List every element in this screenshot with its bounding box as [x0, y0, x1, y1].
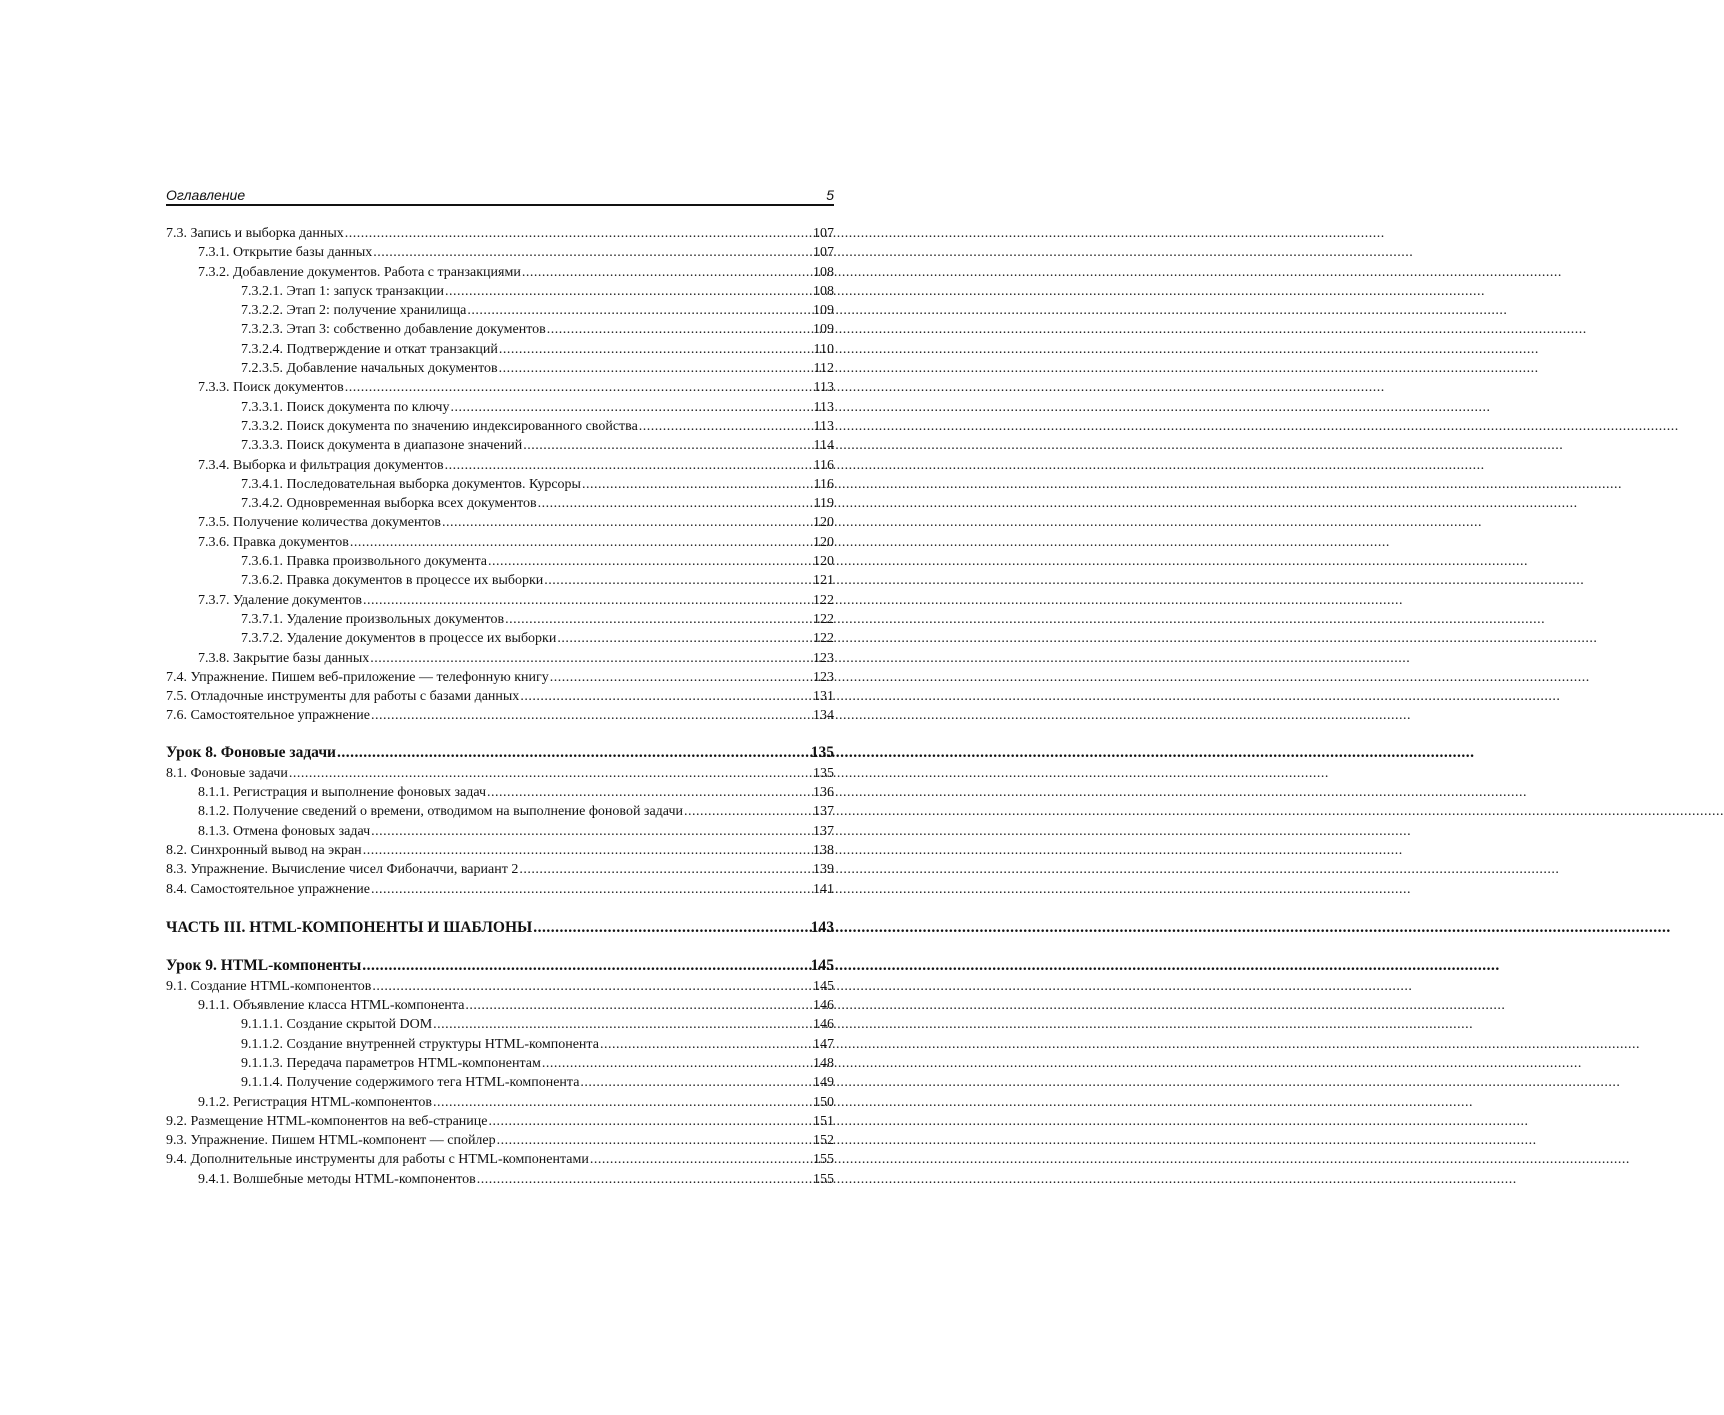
toc-entry-title: 7.4. Упражнение. Пишем веб-приложение — телефонную книгу [166, 669, 549, 685]
toc-entry-page-number: 137 [813, 823, 834, 839]
toc-entry[interactable] [166, 977, 834, 996]
toc-entry-page-number: 107 [813, 226, 834, 241]
toc-entry-page-number: 122 [813, 611, 834, 627]
dot-leader [523, 436, 812, 455]
dot-leader [373, 243, 812, 262]
toc-entry-page-number: 107 [813, 245, 834, 261]
toc-entry-page-number: 155 [813, 1152, 834, 1168]
toc-entry-page-number: 112 [813, 361, 834, 377]
toc-entry[interactable] [166, 668, 834, 687]
toc-entry-title: 9.1.2. Регистрация HTML-компонентов [198, 1094, 432, 1110]
dot-leader [538, 494, 813, 513]
toc-entry-page-number: 141 [813, 881, 834, 897]
running-head-title: Оглавление [166, 187, 246, 203]
toc-entry-title: 9.1.1.1. Создание скрытой DOM [241, 1017, 433, 1033]
toc-entry-title: 7.3.7.1. Удаление произвольных документов [241, 611, 505, 627]
toc-entry-title: 7.3.3.1. Поиск документа по ключу [241, 399, 450, 415]
toc-entry[interactable] [166, 359, 834, 378]
toc-entry-title: 9.4.1. Волшебные методы HTML-компонентов [198, 1171, 476, 1187]
toc-entry[interactable] [166, 571, 834, 590]
toc-entry[interactable] [166, 1035, 834, 1054]
toc-entry[interactable] [166, 764, 834, 783]
toc-entry-page-number: 152 [813, 1133, 834, 1149]
toc-entry-page-number: 116 [813, 476, 834, 492]
toc-entry[interactable] [166, 591, 834, 610]
toc-entry-title: 7.3.3. Поиск документов [198, 380, 344, 396]
toc-entry-page-number: 108 [813, 264, 834, 280]
dot-leader [467, 301, 812, 320]
toc-entry[interactable] [166, 1073, 834, 1092]
toc-entry[interactable] [166, 552, 834, 571]
toc-entry-title: 7.3.3.3. Поиск документа в диапазоне значений [241, 438, 523, 454]
toc-entry-page-number: 134 [813, 708, 834, 724]
dot-leader [371, 706, 812, 725]
toc-entry-title: 7.3.4.1. Последовательная выборка документов. Курсоры [241, 476, 581, 492]
dot-leader [557, 629, 812, 648]
toc-entry[interactable] [166, 1054, 834, 1073]
toc-entry-title: 7.3.2.2. Этап 2: получение хранилища [241, 303, 467, 319]
toc-entry[interactable] [166, 475, 834, 494]
toc-entry-title: 8.1.1. Регистрация и выполнение фоновых задач [198, 785, 487, 801]
toc-entry[interactable] [166, 1150, 834, 1169]
dot-leader [370, 649, 812, 668]
running-head [166, 183, 834, 206]
toc-entry[interactable] [166, 1015, 834, 1034]
toc-entry[interactable] [166, 687, 834, 706]
toc-entry[interactable] [166, 224, 834, 243]
toc-entry-title: 8.1.2. Получение сведений о времени, отводимом на выполнение фоновой задачи [198, 804, 683, 820]
toc-entry-page-number: 135 [813, 765, 834, 781]
toc-entry-title: 9.4. Дополнительные инструменты для работы с HTML-компонентами [166, 1152, 589, 1168]
toc-entry[interactable] [166, 649, 834, 668]
toc-entry-title: 7.3.4.2. Одновременная выборка всех документов [241, 496, 537, 512]
toc-entry-page-number: 149 [813, 1075, 834, 1091]
toc-entry[interactable] [166, 1170, 834, 1189]
dot-leader [371, 880, 812, 899]
toc-entry-page-number: 109 [813, 303, 834, 319]
dot-leader [363, 841, 812, 860]
toc-entry-page-number: 138 [813, 842, 834, 858]
toc-entry-page-number: 131 [813, 689, 834, 705]
toc-entry[interactable] [166, 610, 834, 629]
dot-leader [477, 1170, 812, 1189]
toc-lesson-heading[interactable] [166, 955, 834, 977]
toc-entry[interactable] [166, 494, 834, 513]
toc-entry-title: 7.6. Самостоятельное упражнение [166, 708, 370, 724]
dot-leader [520, 687, 812, 706]
toc-entry[interactable] [166, 243, 834, 262]
dot-leader [362, 955, 810, 977]
toc-entry-page-number: 150 [813, 1094, 834, 1110]
toc-entry-title: 7.3.3.2. Поиск документа по значению индексированного свойства [241, 418, 638, 434]
toc-entry-page-number: 113 [813, 418, 834, 434]
toc-entry-title: 7.3.5. Получение количества документов [198, 515, 441, 531]
toc-entry[interactable] [166, 706, 834, 725]
toc-entry-title: 7.3.2.1. Этап 1: запуск транзакции [241, 283, 445, 299]
toc-entry-title: 9.1.1.4. Получение содержимого тега HTML-компонента [241, 1075, 580, 1091]
dot-leader [499, 359, 813, 378]
dot-leader [550, 668, 812, 687]
toc-entry[interactable] [166, 1131, 834, 1150]
toc-entry[interactable] [166, 533, 834, 552]
dot-leader [580, 1073, 812, 1092]
toc-entry-title: 9.2. Размещение HTML-компонентов на веб-странице [166, 1113, 488, 1129]
toc-entry-title: Урок 9. HTML-компоненты [166, 956, 362, 974]
toc-entry[interactable] [166, 841, 834, 860]
dot-leader [445, 282, 812, 301]
toc-entry[interactable] [166, 1112, 834, 1131]
dot-leader [590, 1150, 812, 1169]
toc-part-heading[interactable] [166, 917, 834, 939]
dot-leader [433, 1015, 812, 1034]
toc-entry-title: 7.3. Запись и выборка данных [166, 226, 344, 241]
toc-entry-title: 9.1. Создание HTML-компонентов [166, 978, 372, 994]
toc-entry[interactable] [166, 629, 834, 648]
book-page [166, 183, 834, 1189]
dot-leader [363, 591, 812, 610]
toc-entry[interactable] [166, 320, 834, 339]
toc-entry[interactable] [166, 822, 834, 841]
toc-entry[interactable] [166, 263, 834, 282]
toc-entry[interactable] [166, 996, 834, 1015]
toc-entry-title: 8.1.3. Отмена фоновых задач [198, 823, 371, 839]
toc-entry-title: Урок 8. Фоновые задачи [166, 743, 336, 761]
dot-leader [487, 783, 812, 802]
dot-leader [345, 224, 812, 243]
toc-entry-title: 7.3.6.1. Правка произвольного документа [241, 554, 487, 570]
toc-entry-title: 9.1.1.3. Передача параметров HTML-компонентам [241, 1055, 541, 1071]
dot-leader [544, 571, 812, 590]
toc-entry-title: ЧАСТЬ III. HTML-КОМПОНЕНТЫ И ШАБЛОНЫ [166, 918, 533, 936]
toc-entry-title: 8.4. Самостоятельное упражнение [166, 881, 370, 897]
toc-entry-title: 9.1.1.2. Создание внутренней структуры HTML-компонента [241, 1036, 599, 1052]
dot-leader [547, 320, 812, 339]
toc-entry-title: 7.3.1. Открытие базы данных [198, 245, 373, 261]
toc-entry[interactable] [166, 783, 834, 802]
toc-entry-page-number: 110 [813, 341, 834, 357]
toc-entry-page-number: 147 [813, 1036, 834, 1052]
toc-entry-page-number: 109 [813, 322, 834, 338]
toc-entry-page-number: 116 [813, 457, 834, 473]
toc-entry-title: 8.3. Упражнение. Вычисление чисел Фибоначчи, вариант 2 [166, 862, 519, 878]
toc-entry-page-number: 120 [813, 554, 834, 570]
toc-entry-page-number: 122 [813, 592, 834, 608]
toc-entry-page-number: 120 [813, 515, 834, 531]
toc-entry-page-number: 155 [813, 1171, 834, 1187]
dot-leader [345, 378, 813, 397]
toc-entry[interactable] [166, 378, 834, 397]
toc-entry-page-number: 146 [813, 998, 834, 1014]
running-head-page-number: 5 [826, 187, 834, 203]
toc-entry-page-number: 119 [813, 496, 834, 512]
toc-entry[interactable] [166, 282, 834, 301]
toc-entry-title: 8.1. Фоновые задачи [166, 765, 288, 781]
dot-leader [433, 1093, 812, 1112]
toc-entry[interactable] [166, 398, 834, 417]
toc-entry-title: 7.3.4. Выборка и фильтрация документов [198, 457, 444, 473]
dot-leader [519, 860, 812, 879]
toc-entry-page-number: 113 [813, 380, 834, 396]
toc-entry-title: 7.3.2.4. Подтверждение и откат транзакций [241, 341, 498, 357]
toc-entry[interactable] [166, 340, 834, 359]
toc-entry-page-number: 148 [813, 1055, 834, 1071]
toc-entry-title: 7.3.6.2. Правка документов в процессе их выборки [241, 573, 544, 589]
toc-entry-title: 7.5. Отладочные инструменты для работы с базами данных [166, 689, 520, 705]
dot-leader [542, 1054, 812, 1073]
toc-entry-title: 7.3.7. Удаление документов [198, 592, 362, 608]
dot-leader [372, 977, 812, 996]
toc-entry-page-number: 108 [813, 283, 834, 299]
dot-leader [445, 456, 813, 475]
toc-entry-title: 7.2.3.5. Добавление начальных документов [241, 361, 498, 377]
dot-leader [465, 996, 812, 1015]
dot-leader [533, 917, 810, 939]
toc-entry-title: 7.3.6. Правка документов [198, 534, 349, 550]
toc-entry[interactable] [166, 880, 834, 899]
toc-entry-page-number: 123 [813, 669, 834, 685]
toc-entry-page-number: 120 [813, 534, 834, 550]
toc-entry[interactable] [166, 456, 834, 475]
toc-entry[interactable] [166, 417, 834, 436]
dot-leader [499, 340, 813, 359]
toc-entry-title: 9.3. Упражнение. Пишем HTML-компонент — спойлер [166, 1133, 496, 1149]
toc-entry-page-number: 145 [813, 978, 834, 994]
toc-entry-page-number: 122 [813, 631, 834, 647]
toc-entry-page-number: 114 [813, 438, 834, 454]
dot-leader [639, 417, 813, 436]
dot-leader [505, 610, 812, 629]
toc-entry-title: 7.3.2.3. Этап 3: собственно добавление документов [241, 322, 546, 338]
toc-entry-page-number: 123 [813, 650, 834, 666]
dot-leader [450, 398, 812, 417]
toc-entry-page-number: 136 [813, 785, 834, 801]
toc-entry[interactable] [166, 436, 834, 455]
toc-entry-title: 7.3.8. Закрытие базы данных [198, 650, 370, 666]
toc-entry[interactable] [166, 301, 834, 320]
toc-entry-page-number: 145 [810, 956, 834, 974]
dot-leader [488, 1112, 812, 1131]
toc-entry-page-number: 113 [813, 399, 834, 415]
dot-leader [337, 742, 810, 764]
toc-entry[interactable] [166, 860, 834, 879]
dot-leader [350, 533, 812, 552]
toc-entry-title: 8.2. Синхронный вывод на экран [166, 842, 362, 858]
dot-leader [600, 1035, 812, 1054]
toc-lesson-heading[interactable] [166, 742, 834, 764]
dot-leader [371, 822, 812, 841]
toc-entry-page-number: 139 [813, 862, 834, 878]
toc-entry-title: 7.3.2. Добавление документов. Работа с транзакциями [198, 264, 521, 280]
dot-leader [497, 1131, 812, 1150]
toc-entry-page-number: 121 [813, 573, 834, 589]
toc-entry-title: 9.1.1. Объявление класса HTML-компонента [198, 998, 465, 1014]
dot-leader [684, 802, 812, 821]
toc-entry-page-number: 143 [810, 918, 834, 936]
toc-entry-page-number: 151 [813, 1113, 834, 1129]
dot-leader [522, 263, 812, 282]
table-of-contents [166, 224, 834, 1189]
toc-entry[interactable] [166, 802, 834, 821]
toc-entry[interactable] [166, 1093, 834, 1112]
toc-entry[interactable] [166, 513, 834, 532]
dot-leader [488, 552, 812, 571]
dot-leader [289, 764, 812, 783]
dot-leader [442, 513, 812, 532]
toc-entry-page-number: 135 [810, 743, 834, 761]
toc-entry-page-number: 137 [813, 804, 834, 820]
toc-entry-title: 7.3.7.2. Удаление документов в процессе их выборки [241, 631, 557, 647]
dot-leader [582, 475, 813, 494]
toc-entry-page-number: 146 [813, 1017, 834, 1033]
